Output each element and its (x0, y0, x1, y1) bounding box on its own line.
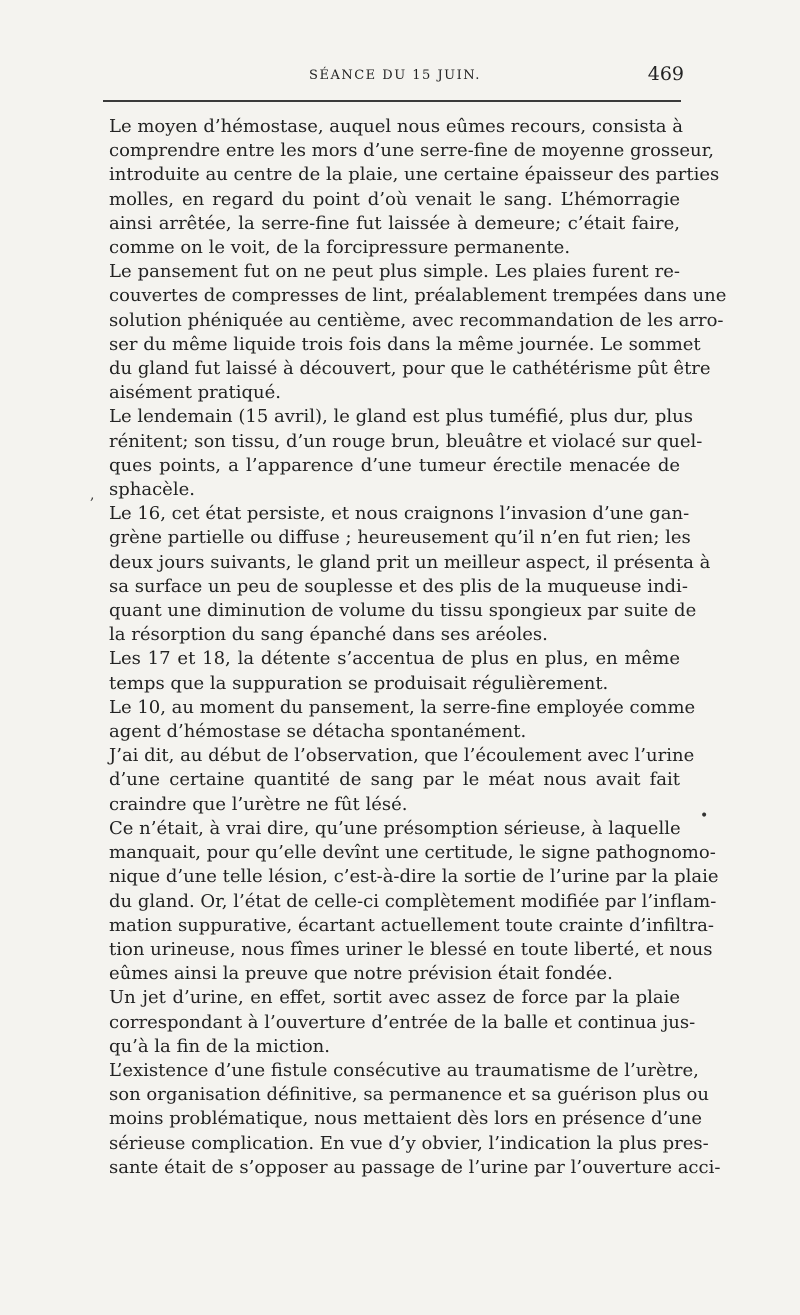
text-line: nique d’une telle lésion, c’est-à-dire la sortie de l’urine par la plaie (109, 866, 719, 888)
text-line: grène partielle ou diffuse ; heureusement qu’il n’en fut rien; les (109, 527, 691, 549)
paragraph (109, 502, 711, 647)
text-line: introduite au centre de la plaie, une certaine épaisseur des parties (109, 164, 720, 186)
paragraph (109, 986, 696, 1059)
paragraph (109, 647, 680, 695)
text-line: ser du même liquide trois fois dans la même journée. Le sommet (109, 333, 701, 355)
text-line: Le 10, au moment du pansement, la serre-fine employée comme (109, 696, 696, 718)
text-line: du gland. Or, l’état de celle-ci complètement modifiée par l’inflam- (109, 890, 717, 912)
text-line: Le lendemain (15 avril), le gland est plus tuméfié, plus dur, plus (109, 406, 693, 428)
running-title: SÉANCE DU 15 JUIN. (309, 68, 481, 83)
text-line: solution phéniquée au centième, avec recommandation de les arro- (109, 309, 724, 331)
text-line: Ce n’était, à vrai dire, qu’une présomption sérieuse, à laquelle (109, 817, 681, 839)
text-line: sa surface un peu de souplesse et des plis de la muqueuse indi- (109, 575, 688, 597)
text-line: correspondant à l’ouverture d’entrée de la balle et continua jus- (109, 1011, 696, 1033)
text-line: la résorption du sang épanché dans ses aréoles. (109, 624, 548, 646)
text-line: couvertes de compresses de lint, préalablement trempées dans une (109, 285, 727, 307)
text-line: Un jet d’urine, en effet, sortit avec assez de force par la plaie (109, 987, 680, 1009)
margin-mark: , (90, 487, 95, 503)
text-line: deux jours suivants, le gland prit un meilleur aspect, il présenta à (109, 551, 711, 573)
paragraph (109, 405, 703, 502)
text-line: eûmes ainsi la preuve que notre prévision était fondée. (109, 963, 613, 985)
text-line: L’existence d’une fistule consécutive au traumatisme de l’urètre, (109, 1059, 699, 1081)
text-line: sphacèle. (109, 479, 195, 501)
paragraph (109, 817, 719, 986)
text-line: du gland fut laissé à découvert, pour que le cathétérisme pût être (109, 358, 711, 380)
text-line: ques points, a l’apparence d’une tumeur érectile menacée de (109, 454, 680, 476)
text-line: sérieuse complication. En vue d’y obvier, l’indication la plus pres- (109, 1132, 709, 1154)
body-text (109, 115, 727, 1180)
text-line: comprendre entre les mors d’une serre-fine de moyenne grosseur, (109, 140, 714, 162)
text-line: quant une diminution de volume du tissu spongieux par suite de (109, 600, 697, 622)
text-line: qu’à la fin de la miction. (109, 1035, 330, 1057)
text-line: J’ai dit, au début de l’observation, que l’écoulement avec l’urine (109, 745, 695, 767)
header-rule (103, 100, 681, 102)
text-line: Le 16, cet état persiste, et nous craignons l’invasion d’une gan- (109, 503, 690, 525)
paragraph (109, 260, 727, 405)
text-line: rénitent; son tissu, d’un rouge brun, bleuâtre et violacé sur quel- (109, 430, 703, 452)
text-line: moins problématique, nous mettaient dès lors en présence d’une (109, 1108, 703, 1130)
text-line: ainsi arrêtée, la serre-fine fut laissée à demeure; c’était faire, (109, 212, 680, 234)
page-number: 469 (647, 63, 684, 85)
page-header (100, 60, 690, 90)
text-line: temps que la suppuration se produisait régulièrement. (109, 672, 609, 694)
text-line: Le pansement fut on ne peut plus simple. Les plaies furent re- (109, 261, 680, 283)
paragraph (109, 1059, 721, 1180)
text-line: molles, en regard du point d’où venait le sang. L’hémorragie (109, 188, 680, 210)
text-line: Les 17 et 18, la détente s’accentua de plus en plus, en même (109, 648, 680, 670)
text-line: Le moyen d’hémostase, auquel nous eûmes recours, consista à (109, 116, 683, 137)
text-line: mation suppurative, écartant actuellement toute crainte d’infiltra- (109, 914, 714, 936)
text-line: tion urineuse, nous fîmes uriner le blessé en toute liberté, et nous (109, 938, 713, 960)
text-line: comme on le voit, de la forcipressure permanente. (109, 237, 571, 259)
text-line: agent d’hémostase se détacha spontanément. (109, 721, 527, 743)
text-line: craindre que l’urètre ne fût lésé. (109, 793, 408, 815)
text-line: d’une certaine quantité de sang par le méat nous avait fait (109, 769, 680, 791)
paragraph (109, 744, 695, 817)
text-line: aisément pratiqué. (109, 382, 281, 404)
paragraph (109, 115, 720, 260)
text-line: sante était de s’opposer au passage de l’urine par l’ouverture acci- (109, 1156, 721, 1178)
text-line: manquait, pour qu’elle devînt une certitude, le signe pathognomo- (109, 842, 716, 864)
text-line: son organisation définitive, sa permanence et sa guérison plus ou (109, 1084, 709, 1106)
paragraph (109, 696, 696, 744)
margin-mark: • (700, 808, 709, 824)
